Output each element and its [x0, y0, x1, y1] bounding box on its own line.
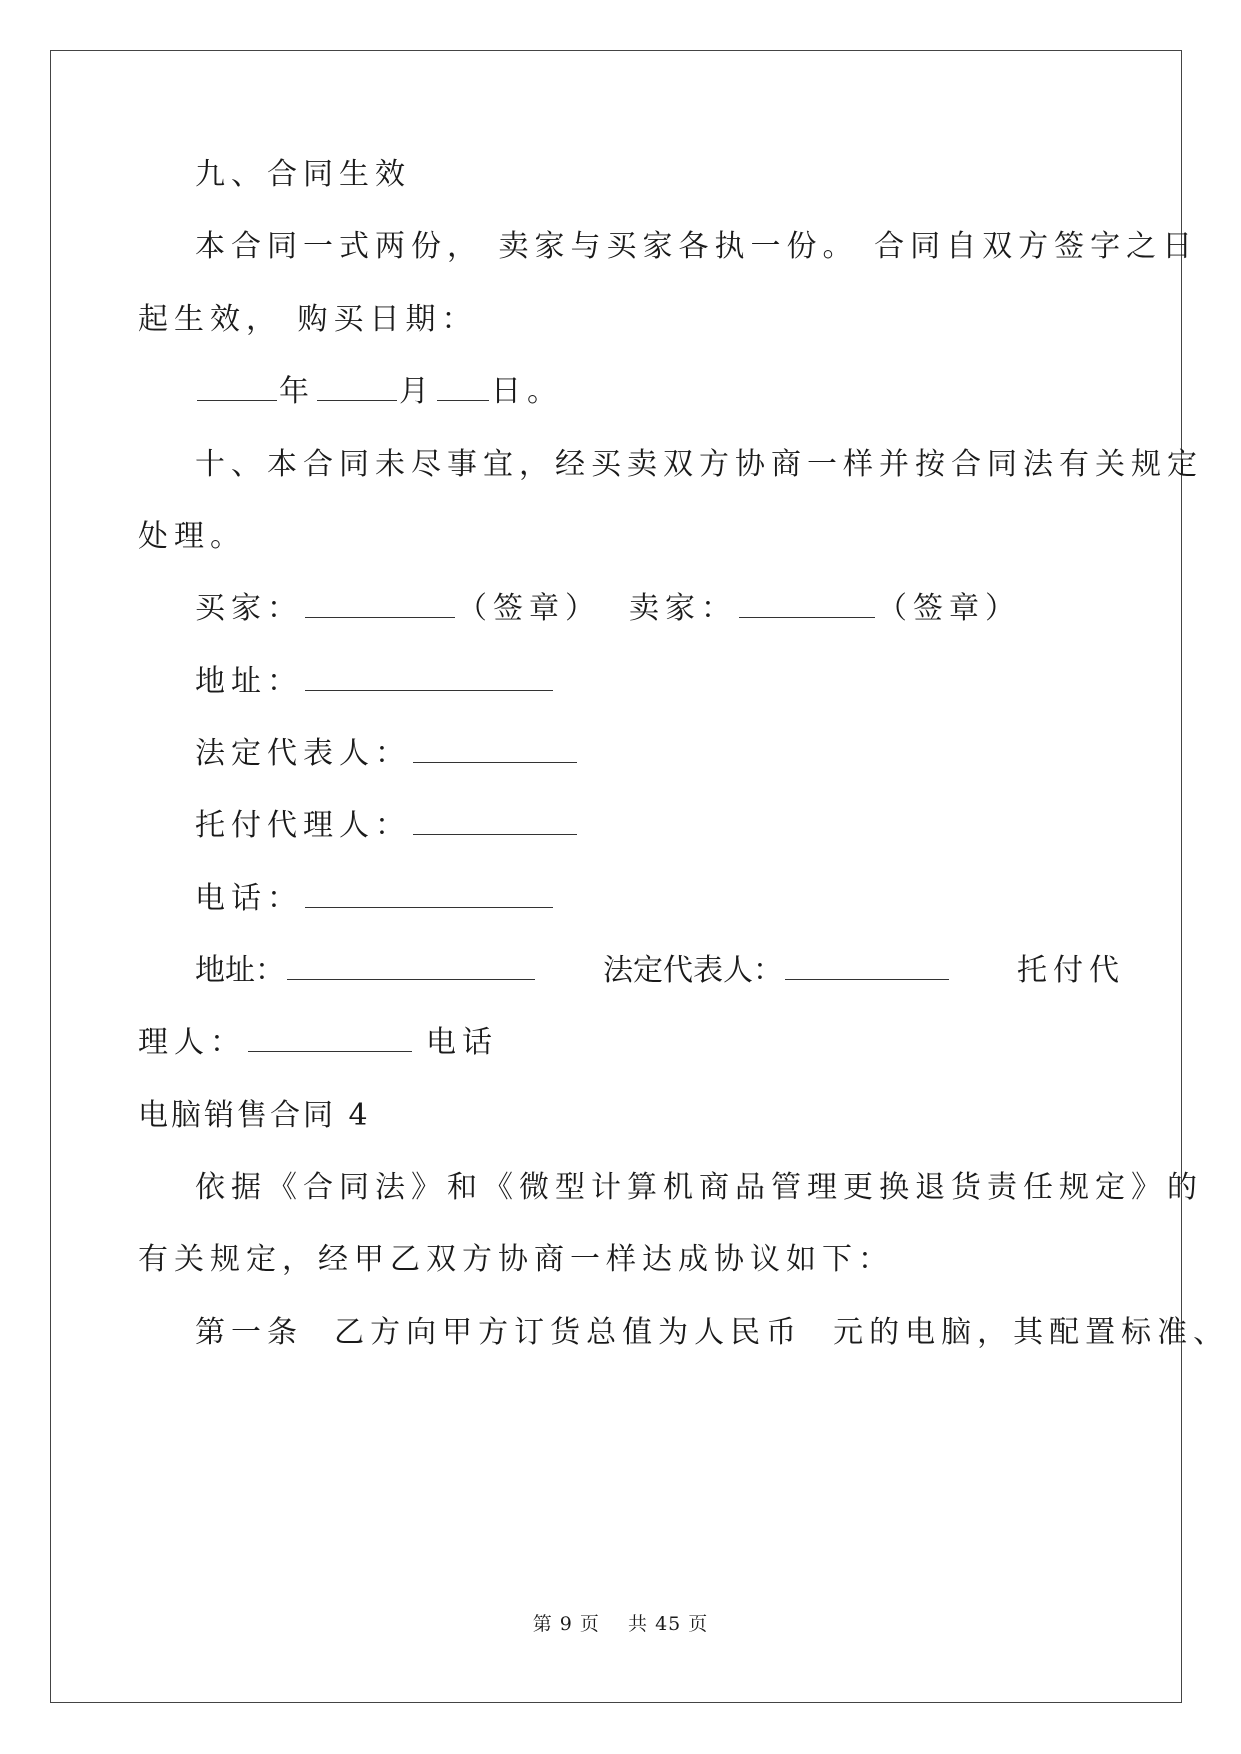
buyer-phone-row	[195, 879, 555, 919]
legal-rep-blank	[413, 736, 577, 763]
seller-phone-label: 电话	[426, 1025, 498, 1060]
address-label: 地址：	[195, 664, 303, 699]
signature-row	[195, 589, 1021, 629]
seller-address-blank	[287, 953, 535, 980]
year-label: 年	[279, 374, 315, 409]
buyer-blank	[305, 591, 455, 618]
day-blank	[437, 374, 489, 401]
seller-seal: （签章）	[877, 591, 1021, 626]
phone-label: 电话：	[195, 881, 303, 916]
year-blank	[197, 374, 277, 401]
agent-label-part1: 托付代	[1017, 953, 1125, 988]
day-label: 日。	[491, 374, 563, 409]
page-border	[50, 50, 1182, 1703]
buyer-label: 买家：	[195, 591, 303, 626]
section-9-paragraph-line2: 起生效， 购买日期：	[138, 302, 478, 337]
contract-4-intro-line1: 依据《合同法》和《微型计算机商品管理更换退货责任规定》的	[195, 1170, 1203, 1205]
seller-info-row-line2	[138, 1023, 498, 1063]
phone-blank	[305, 881, 553, 908]
buyer-agent-row	[195, 806, 579, 846]
seller-info-row-line1	[195, 951, 1125, 991]
seller-agent-blank	[248, 1025, 412, 1052]
seller-label: 卖家：	[629, 591, 737, 626]
agent-label-part2: 理人：	[138, 1025, 246, 1060]
buyer-address-row	[195, 662, 555, 702]
buyer-seal: （签章）	[457, 591, 601, 626]
buyer-legal-rep-row	[195, 734, 579, 774]
legal-rep-label: 法定代表人：	[603, 953, 783, 988]
address-label: 地址：	[195, 953, 285, 988]
address-blank	[305, 664, 553, 691]
purchase-date-line	[195, 372, 563, 412]
page-number: 第 9 页 共 45 页	[532, 1613, 709, 1635]
section-10-line2: 处理。	[138, 519, 246, 554]
seller-blank	[739, 591, 875, 618]
month-blank	[317, 374, 397, 401]
article-1-line1: 第一条 乙方向甲方订货总值为人民币 元的电脑，其配置标准、	[195, 1315, 1230, 1350]
seller-legal-rep-blank	[785, 953, 949, 980]
section-9-paragraph-line1: 本合同一式两份， 卖家与买家各执一份。 合同自双方签字之日	[195, 229, 1199, 264]
agent-blank	[413, 808, 577, 835]
contract-4-title: 电脑销售合同 4	[138, 1098, 371, 1133]
legal-rep-label: 法定代表人：	[195, 736, 411, 771]
month-label: 月	[399, 374, 435, 409]
section-9-title: 九、合同生效	[195, 157, 411, 192]
contract-4-intro-line2: 有关规定，经甲乙双方协商一样达成协议如下：	[138, 1242, 894, 1277]
section-10-line1: 十、本合同未尽事宜，经买卖双方协商一样并按合同法有关规定	[195, 447, 1203, 482]
agent-label: 托付代理人：	[195, 808, 411, 843]
